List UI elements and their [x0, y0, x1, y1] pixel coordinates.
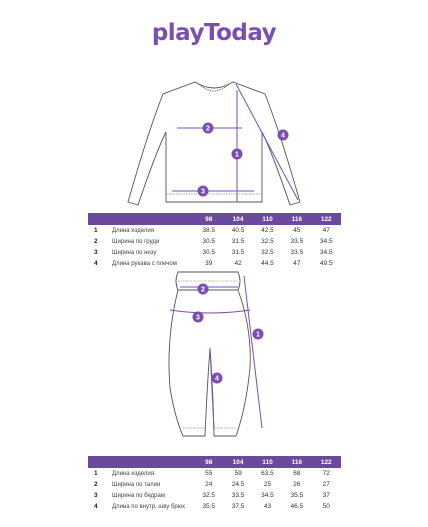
svg-text:1: 1	[256, 331, 260, 339]
table-row: 4 Длина рукава с плечом 39 42 44.5 47 49.5	[94, 260, 333, 267]
table-header	[88, 456, 341, 468]
size-header: 104	[232, 215, 244, 223]
table-row: 2 Ширина по груди 30.5 31.5 32.5 33.5 34.5	[94, 238, 333, 245]
size-header: 116	[291, 215, 303, 223]
measure-marker-2	[198, 284, 209, 295]
size-header: 110	[262, 458, 273, 466]
table-row: 3 Ширина по низу 30.5 31.5 32.5 33.5 34.5	[94, 249, 333, 256]
measure-marker-1	[253, 329, 264, 340]
measure-marker-4	[212, 373, 223, 384]
svg-text:2: 2	[206, 125, 210, 133]
table-header	[88, 213, 341, 225]
measure-marker-3	[193, 312, 204, 323]
measure-marker-1	[232, 149, 243, 160]
pants-size-table	[88, 456, 341, 512]
measure-marker-2	[203, 123, 214, 134]
size-header: 116	[291, 458, 303, 466]
size-header: 110	[262, 215, 273, 223]
pants-diagram	[0, 268, 428, 450]
brand-logo: playToday	[151, 20, 277, 46]
svg-text:2: 2	[201, 286, 205, 294]
table-row: 1 Длина изделия 55 59 63.5 68 72	[94, 470, 330, 477]
size-header: 98	[205, 215, 213, 223]
size-header: 104	[232, 458, 244, 466]
table-row: 4 Длина по внутр. шву брюк 35.5 37.5 43 46.5 50	[94, 503, 330, 510]
size-header: 122	[320, 458, 332, 466]
svg-text:3: 3	[201, 188, 205, 196]
svg-text:4: 4	[281, 132, 285, 140]
sweatshirt-diagram	[0, 72, 428, 212]
table-row: 3 Ширина по бедрам 32.5 33.5 34.5 35.5 37	[94, 492, 330, 499]
measure-marker-4	[278, 130, 289, 141]
measure-marker-3	[198, 186, 209, 197]
size-header: 122	[320, 215, 332, 223]
table-row: 2 Ширина по талии 24 24.5 25 26 27	[94, 481, 330, 488]
svg-text:4: 4	[215, 375, 219, 383]
sweatshirt-size-table	[88, 213, 341, 269]
svg-text:3: 3	[196, 314, 200, 322]
table-row: 1 Длина изделия 38.5 40.5 42.5 45 47	[94, 227, 330, 234]
svg-text:1: 1	[235, 151, 239, 159]
size-header: 98	[205, 458, 213, 466]
